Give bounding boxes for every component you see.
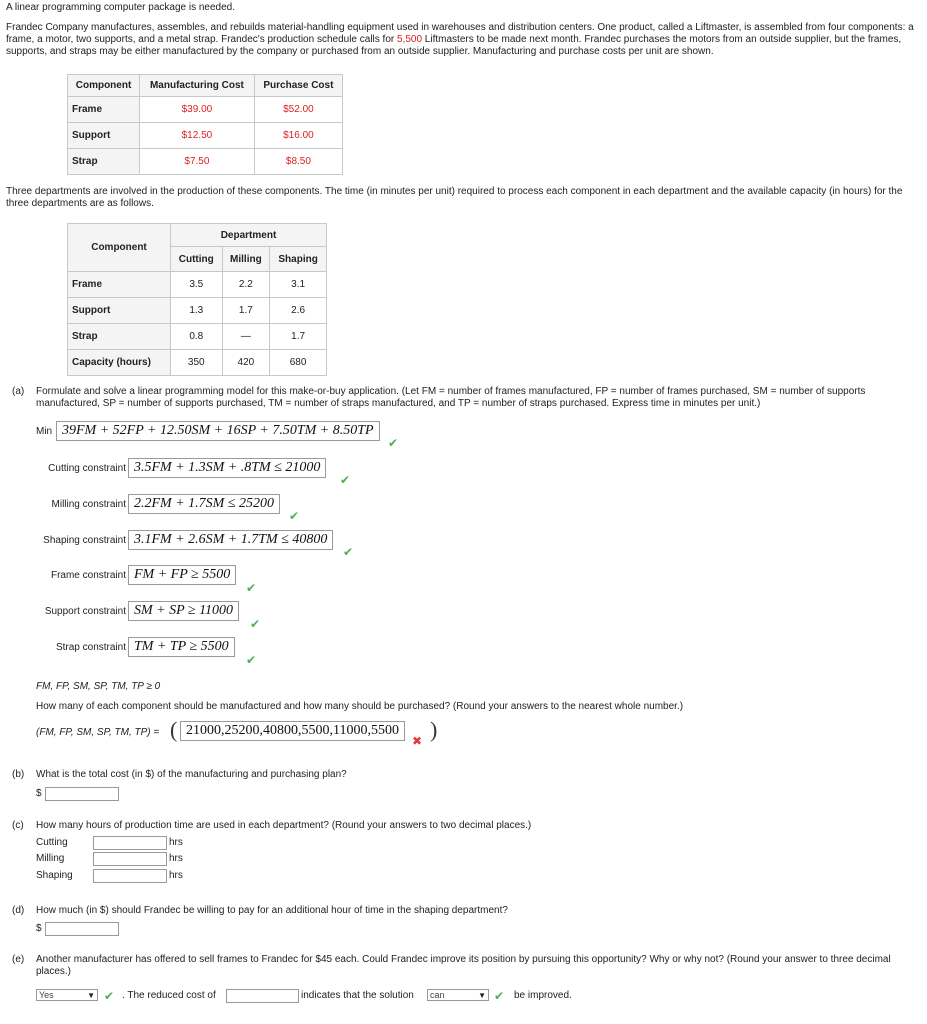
cost-row-label: Support bbox=[68, 123, 140, 149]
end-text: be improved. bbox=[514, 990, 572, 1001]
part-a-question: How many of each component should be manufactured and how many should be purchased? (Round your answers to the nearest whole number.) bbox=[36, 701, 684, 712]
shaping-hours-input[interactable] bbox=[93, 869, 167, 883]
dept-row-label: Frame bbox=[68, 272, 171, 298]
cost-row-label: Strap bbox=[68, 149, 140, 175]
check-icon: ✔ bbox=[289, 509, 300, 523]
milling-hours-input[interactable] bbox=[93, 852, 167, 866]
dept-col-cutting: Cutting bbox=[171, 247, 223, 272]
check-icon: ✔ bbox=[388, 436, 399, 450]
frame-constraint-input[interactable]: FM + FP ≥ 5500 bbox=[128, 565, 236, 585]
dept-cell: — bbox=[222, 324, 270, 350]
dept-cell: 1.7 bbox=[270, 324, 327, 350]
dept-cell: 680 bbox=[270, 350, 327, 376]
frame-constraint-label: Frame constraint bbox=[50, 570, 126, 581]
chevron-down-icon: ▼ bbox=[478, 991, 486, 1000]
dept-cell: 1.3 bbox=[171, 298, 223, 324]
dept-row-label: Capacity (hours) bbox=[68, 350, 171, 376]
strap-constraint-label: Strap constraint bbox=[55, 642, 126, 653]
min-label: Min bbox=[36, 426, 53, 437]
check-icon: ✔ bbox=[250, 617, 261, 631]
cost-row-label: Frame bbox=[68, 97, 140, 123]
open-paren: ( bbox=[170, 717, 178, 742]
currency-symbol: $ bbox=[36, 788, 42, 799]
department-table bbox=[67, 223, 327, 376]
dept-cell: 3.5 bbox=[171, 272, 223, 298]
cost-cell: $39.00 bbox=[140, 97, 255, 123]
part-a-text: Formulate and solve a linear programming model for this make-or-buy application. (Let FM = number of frames manufactured, FP = number of frames purchased, SM = number of supports manufactured, SP = number of supports purchased, TM = number of straps manufactured, and TP = number of straps purchased. Express time in minutes per unit.) bbox=[36, 386, 866, 409]
milling-constraint-label: Milling constraint bbox=[51, 499, 126, 510]
dept-cell: 3.1 bbox=[270, 272, 327, 298]
dept-cell: 2.2 bbox=[222, 272, 270, 298]
cost-cell: $16.00 bbox=[254, 123, 342, 149]
dept-col-milling: Milling bbox=[222, 247, 270, 272]
improve-select[interactable] bbox=[36, 989, 98, 1001]
page-heading: A linear programming computer package is needed. bbox=[6, 2, 236, 13]
cutting-constraint-input[interactable]: 3.5FM + 1.3SM + .8TM ≤ 21000 bbox=[128, 458, 326, 478]
cost-table bbox=[67, 74, 343, 175]
cost-header-mfg: Manufacturing Cost bbox=[140, 75, 255, 97]
tuple-answer-input[interactable]: 21000,25200,40800,5500,11000,5500 bbox=[180, 721, 405, 741]
dept-col-shaping: Shaping bbox=[270, 247, 327, 272]
department-intro: Three departments are involved in the production of these components. The time (in minutes per unit) required to process each component in each department and the available capacity (in hours) for the three departments are as follows. bbox=[6, 186, 903, 209]
liftmaster-quantity: 5,500 bbox=[397, 34, 423, 45]
improve-select-value: Yes bbox=[39, 990, 54, 1000]
part-d-label: (d) bbox=[12, 905, 25, 916]
dept-cell: 350 bbox=[171, 350, 223, 376]
check-icon: ✔ bbox=[340, 473, 351, 487]
hours-unit: hrs bbox=[169, 837, 183, 848]
intro-paragraph: Frandec Company manufactures, assembles, and rebuilds material-handling equipment used in warehouses and distribution centers. One product, called a Liftmaster, is assembled from four components: a frame, a motor, two supports, and a metal strap. Frandec's production schedule calls for 5,500 Liftmasters to be made next month. Frandec purchases the motors from an outside supplier, but the frames, supports, and straps may be either manufactured by the company or purchased from an outside supplier. Manufacturing and purchase costs per unit are shown. bbox=[6, 22, 914, 57]
objective-input[interactable]: 39FM + 52FP + 12.50SM + 16SP + 7.50TM + 8.50TP bbox=[56, 421, 380, 441]
cutting-hours-label: Cutting bbox=[36, 837, 68, 848]
check-icon: ✔ bbox=[343, 545, 354, 559]
cost-header-purchase: Purchase Cost bbox=[254, 75, 342, 97]
dept-header-department: Department bbox=[171, 224, 327, 247]
part-e-text: Another manufacturer has offered to sell frames to Frandec for $45 each. Could Frandec improve its position by pursuing this opportunity? Why or why not? (Round your answer to three decimal places.) bbox=[36, 954, 891, 977]
dept-cell: 1.7 bbox=[222, 298, 270, 324]
cost-header-component: Component bbox=[68, 75, 140, 97]
solution-select-value: can bbox=[430, 990, 445, 1000]
cost-cell: $12.50 bbox=[140, 123, 255, 149]
check-icon: ✔ bbox=[246, 653, 257, 667]
shaping-constraint-label: Shaping constraint bbox=[43, 535, 126, 546]
check-icon: ✔ bbox=[246, 581, 257, 595]
cost-cell: $52.00 bbox=[254, 97, 342, 123]
shaping-constraint-input[interactable]: 3.1FM + 2.6SM + 1.7TM ≤ 40800 bbox=[128, 530, 333, 550]
part-d-text: How much (in $) should Frandec be willing to pay for an additional hour of time in the shaping department? bbox=[36, 905, 508, 916]
reduced-cost-input[interactable] bbox=[226, 989, 299, 1003]
milling-constraint-input[interactable]: 2.2FM + 1.7SM ≤ 25200 bbox=[128, 494, 280, 514]
strap-constraint-input[interactable]: TM + TP ≥ 5500 bbox=[128, 637, 235, 657]
cost-cell: $8.50 bbox=[254, 149, 342, 175]
cutting-hours-input[interactable] bbox=[93, 836, 167, 850]
cross-icon: ✖ bbox=[412, 734, 423, 748]
part-a-label: (a) bbox=[12, 386, 25, 397]
shaping-hours-label: Shaping bbox=[36, 870, 73, 881]
part-b-label: (b) bbox=[12, 769, 25, 780]
currency-symbol: $ bbox=[36, 923, 42, 934]
milling-hours-label: Milling bbox=[36, 853, 65, 864]
part-c-text: How many hours of production time are used in each department? (Round your answers to two decimal places.) bbox=[36, 820, 532, 831]
shaping-hour-value-input[interactable] bbox=[45, 922, 119, 936]
hours-unit: hrs bbox=[169, 853, 183, 864]
dept-header-component: Component bbox=[68, 224, 171, 272]
dept-cell: 420 bbox=[222, 350, 270, 376]
reduced-cost-text: . The reduced cost of bbox=[122, 990, 216, 1001]
part-b-text: What is the total cost (in $) of the manufacturing and purchasing plan? bbox=[36, 769, 347, 780]
dept-row-label: Strap bbox=[68, 324, 171, 350]
close-paren: ) bbox=[430, 717, 438, 742]
dept-cell: 2.6 bbox=[270, 298, 327, 324]
dept-row-label: Support bbox=[68, 298, 171, 324]
solution-select[interactable] bbox=[427, 989, 489, 1001]
cost-cell: $7.50 bbox=[140, 149, 255, 175]
chevron-down-icon: ▼ bbox=[87, 991, 95, 1000]
part-c-label: (c) bbox=[12, 820, 24, 831]
hours-unit: hrs bbox=[169, 870, 183, 881]
part-e-label: (e) bbox=[12, 954, 25, 965]
indicates-text: indicates that the solution bbox=[301, 990, 414, 1001]
support-constraint-label: Support constraint bbox=[44, 606, 126, 617]
check-icon: ✔ bbox=[104, 989, 115, 1003]
nonnegativity: FM, FP, SM, SP, TM, TP ≥ 0 bbox=[36, 681, 161, 692]
support-constraint-input[interactable]: SM + SP ≥ 11000 bbox=[128, 601, 239, 621]
total-cost-input[interactable] bbox=[45, 787, 119, 801]
cutting-constraint-label: Cutting constraint bbox=[48, 463, 126, 474]
tuple-label: (FM, FP, SM, SP, TM, TP) = bbox=[36, 727, 160, 738]
check-icon: ✔ bbox=[494, 989, 505, 1003]
dept-cell: 0.8 bbox=[171, 324, 223, 350]
